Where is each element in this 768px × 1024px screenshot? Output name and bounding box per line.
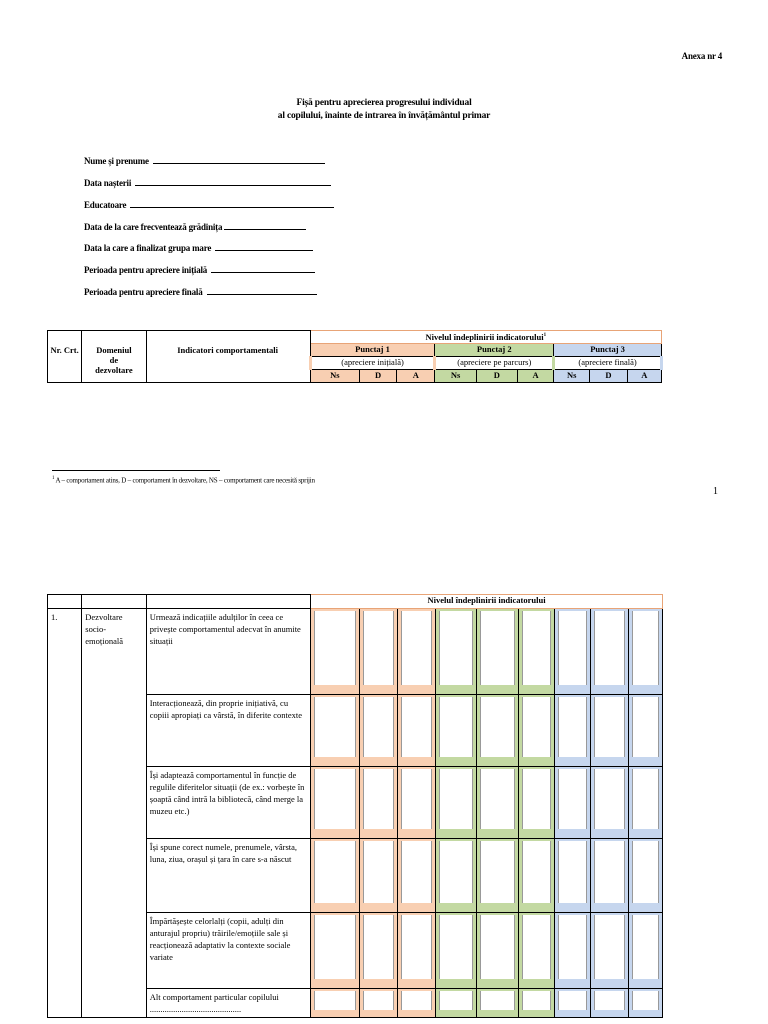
score-cell[interactable] [477, 609, 518, 695]
page-number: 1 [713, 486, 718, 497]
assessment-table-header [47, 330, 663, 383]
score3-header: Punctaj 3 [554, 344, 662, 357]
score2-a: A [517, 370, 553, 383]
col-domain-header: Domeniul de dezvoltare [82, 331, 146, 383]
score-cell[interactable] [591, 767, 628, 839]
score2-d: D [476, 370, 517, 383]
score-cell[interactable] [518, 767, 554, 839]
score-cell[interactable] [477, 989, 518, 1018]
col-indicators-header: Indicatori comportamentali [146, 331, 310, 383]
score-cell[interactable] [311, 913, 360, 989]
score1-header: Punctaj 1 [310, 344, 435, 357]
indicator-text: Își spune corect numele, prenumele, vârsta, luna, ziua, orașul și țara în care s-a născut [146, 839, 310, 913]
score-cell[interactable] [628, 609, 663, 695]
score-cell[interactable] [436, 989, 477, 1018]
score1-sub: (apreciere inițială) [310, 357, 435, 370]
score-cell[interactable] [591, 913, 628, 989]
score-cell[interactable] [360, 913, 397, 989]
score-cell[interactable] [311, 767, 360, 839]
score-cell[interactable] [436, 609, 477, 695]
score1-ns: Ns [310, 370, 359, 383]
score-cell[interactable] [554, 989, 590, 1018]
score-cell[interactable] [436, 839, 477, 913]
score-cell[interactable] [554, 609, 590, 695]
score-cell[interactable] [397, 695, 435, 767]
score-cell[interactable] [477, 695, 518, 767]
score-cell[interactable] [436, 695, 477, 767]
field-initial-period[interactable]: Perioada pentru apreciere inițială [84, 264, 315, 275]
score-cell[interactable] [591, 839, 628, 913]
score3-d: D [590, 370, 627, 383]
score-cell[interactable] [518, 609, 554, 695]
score-cell[interactable] [628, 767, 663, 839]
score-cell[interactable] [554, 767, 590, 839]
score-cell[interactable] [397, 767, 435, 839]
score-cell[interactable] [360, 767, 397, 839]
score-cell[interactable] [311, 609, 360, 695]
score-cell[interactable] [554, 695, 590, 767]
col-nr-header: Nr. Crt. [48, 331, 82, 383]
score-cell[interactable] [436, 767, 477, 839]
score-cell[interactable] [311, 989, 360, 1018]
footnote: $^1$ A – comportament atins, D – comportament în dezvoltare, NS – comportament care necesită sprijin [52, 476, 315, 485]
score-cell[interactable] [311, 695, 360, 767]
score3-ns: Ns [554, 370, 590, 383]
score2-ns: Ns [435, 370, 476, 383]
score-cell[interactable] [628, 913, 663, 989]
score-cell[interactable] [518, 989, 554, 1018]
form-title-line2: al copilului, înainte de intrarea în învățământul primar [277, 111, 491, 121]
table-row [48, 609, 663, 695]
score3-a: A [627, 370, 661, 383]
field-name[interactable]: Nume și prenume [84, 155, 325, 166]
score-cell[interactable] [591, 989, 628, 1018]
indicator-text: Urmează indicațiile adulților în ceea ce privește comportamentul adecvat în anumite situații [146, 609, 310, 695]
score-cell[interactable] [397, 839, 435, 913]
field-kindergarten-start[interactable]: Data de la care frecventează grădinița [84, 221, 306, 232]
score2-header: Punctaj 2 [435, 344, 554, 357]
score-cell[interactable] [554, 839, 590, 913]
score-cell[interactable] [397, 913, 435, 989]
score1-d: D [359, 370, 396, 383]
form-title-line1: Fișă pentru aprecierea progresului individual [296, 98, 472, 108]
score-cell[interactable] [591, 695, 628, 767]
score-cell[interactable] [518, 839, 554, 913]
field-finished-group[interactable]: Data la care a finalizat grupa mare [84, 242, 313, 253]
score3-sub: (apreciere finală) [554, 357, 662, 370]
score-cell[interactable] [628, 989, 663, 1018]
assessment-table-page2 [47, 594, 663, 1018]
score-cell[interactable] [360, 839, 397, 913]
annex-label: Anexa nr 4 [681, 51, 722, 61]
score-cell[interactable] [628, 839, 663, 913]
score-cell[interactable] [518, 913, 554, 989]
score-cell[interactable] [397, 989, 435, 1018]
score-cell[interactable] [360, 609, 397, 695]
score1-a: A [397, 370, 435, 383]
field-birthdate[interactable]: Data nașterii [84, 177, 331, 188]
score2-sub: (apreciere pe parcurs) [435, 357, 554, 370]
indicator-text: Interacționează, din proprie inițiativă, cu copiii apropiați ca vârstă, în diferite contexte [146, 695, 310, 767]
score-cell[interactable] [591, 609, 628, 695]
field-teacher[interactable]: Educatoare [84, 199, 334, 210]
score-cell[interactable] [628, 695, 663, 767]
row-number: 1. [48, 609, 82, 1018]
domain-cell: Dezvoltare socio-emoțională [82, 609, 147, 1018]
score-cell[interactable] [554, 913, 590, 989]
level-header: Nivelul îndeplinirii indicatorului$^1$ [310, 331, 661, 344]
score-cell[interactable] [360, 695, 397, 767]
score-cell[interactable] [397, 609, 435, 695]
indicator-text: Își adaptează comportamentul în funcție de regulile diferitelor situații (de ex.: vorbește în șoaptă când intră la bibliotecă, când merge la muzeu etc.) [146, 767, 310, 839]
score-cell[interactable] [518, 695, 554, 767]
indicator-text: Împărtășește celorlalți (copii, adulți din anturajul propriu) trăirile/emoțiile sale și reacționează adaptativ la contexte sociale variate [146, 913, 310, 989]
score-cell[interactable] [360, 989, 397, 1018]
score-cell[interactable] [311, 839, 360, 913]
field-final-period[interactable]: Perioada pentru apreciere finală [84, 286, 317, 297]
score-cell[interactable] [436, 913, 477, 989]
level-header-page2: Nivelul îndeplinirii indicatorului [311, 595, 663, 609]
score-cell[interactable] [477, 839, 518, 913]
score-cell[interactable] [477, 767, 518, 839]
indicator-text: Alt comportament particular copilului ........................................... [146, 989, 310, 1018]
score-cell[interactable] [477, 913, 518, 989]
footnote-divider [52, 470, 220, 471]
